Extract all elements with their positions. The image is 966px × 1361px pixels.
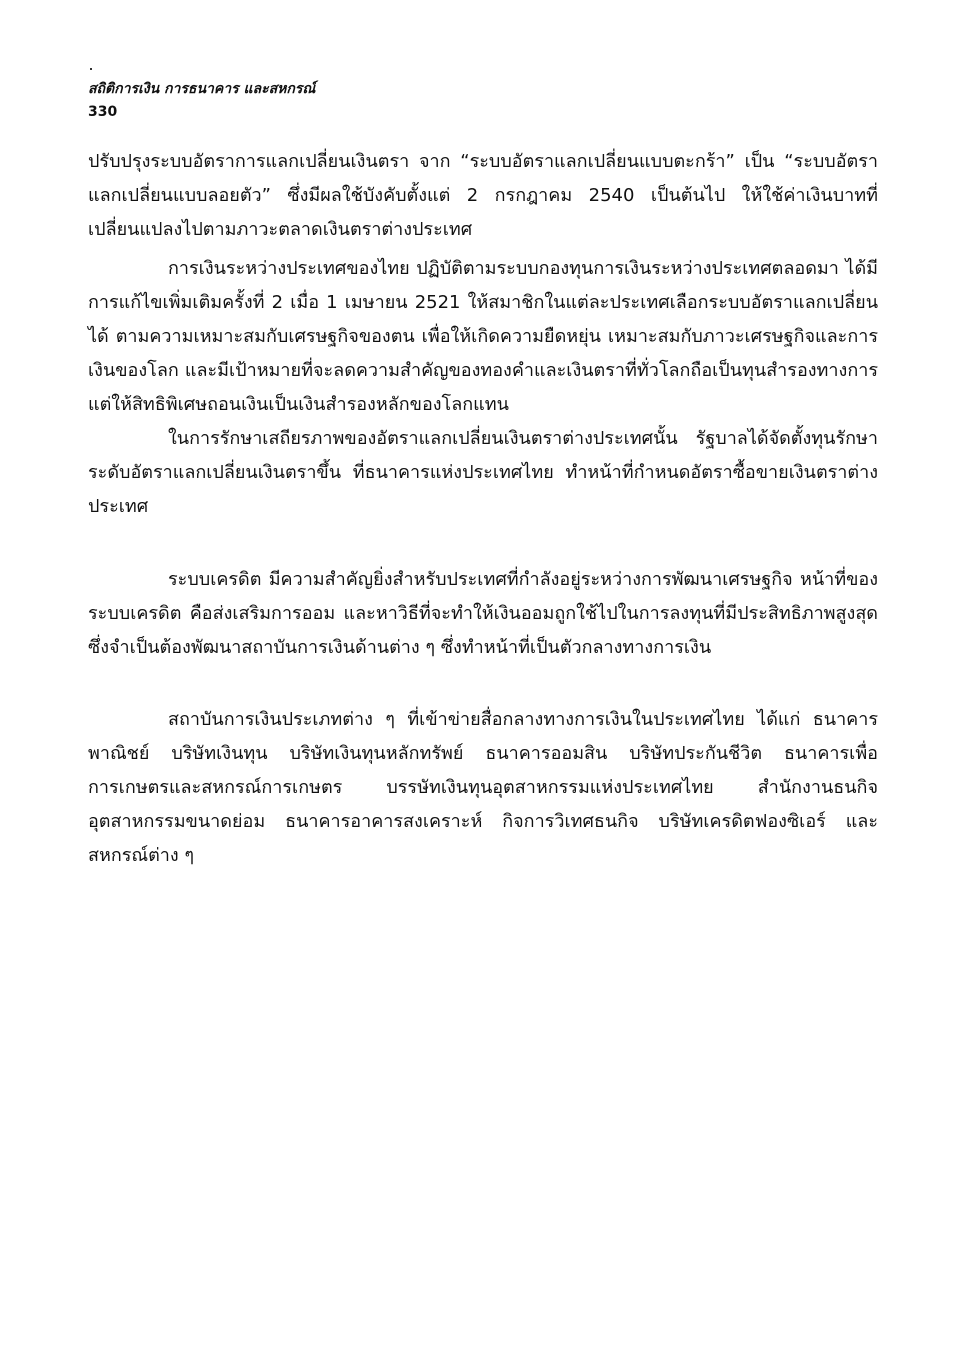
paragraph-exchange-rate-system: ปรับปรุงระบบอัตราการแลกเปลี่ยนเงินตรา จาก “ระบบอัตราแลกเปลี่ยนแบบตะกร้า” เป็น “ระบบอัตราแลกเปลี่ยนแบบลอยตัว” ซึ่งมีผลใช้บังคับตั้งแต่ 2 กรกฎาคม 2540 เป็นต้นไป ให้ใช้ค่าเงินบาทที่เปลี่ยนแปลงไปตามภาวะตลาดเงินตราต่างประเทศ: [88, 151, 878, 240]
paragraph-exchange-stabilization: ในการรักษาเสถียรภาพของอัตราแลกเปลี่ยนเงินตราต่างประเทศนั้น รัฐบาลได้จัดตั้งทุนรักษาระดับอัตราแลกเปลี่ยนเงินตราขึ้น ที่ธนาคารแห่งประเทศไทย ทำหน้าที่กำหนดอัตราซื้อขายเงินตราต่างประเทศ: [88, 428, 878, 517]
page-number: 330: [88, 104, 118, 120]
paragraph-financial-institutions: สถาบันการเงินประเภทต่าง ๆ ที่เข้าข่ายสื่อกลางทางการเงินในประเทศไทย ได้แก่ ธนาคารพาณิชย์ บริษัทเงินทุน บริษัทเงินทุนหลักทรัพย์ ธนาคารออมสิน บริษัทประกันชีวิต ธนาคารเพื่อการเกษตรและสหกรณ์การเกษตร บรรษัทเงินทุนอุตสาหกรรมแห่งประเทศไทย สำนักงานธนกิจอุตสาหกรรมขนาดย่อม ธนาคารอาคารสงเคราะห์ กิจการวิเทศธนกิจ บริษัทเครดิตฟองซิเอร์ และสหกรณ์ต่าง ๆ: [88, 709, 878, 866]
paragraph-international-finance: การเงินระหว่างประเทศของไทย ปฏิบัติตามระบบกองทุนการเงินระหว่างประเทศตลอดมา ได้มีการแก้ไขเพิ่มเติมครั้งที่ 2 เมื่อ 1 เมษายน 2521 ให้สมาชิกในแต่ละประเทศเลือกระบบอัตราแลกเปลี่ยนได้ ตามความเหมาะสมกับเศรษฐกิจของตน เพื่อให้เกิดความยืดหยุ่น เหมาะสมกับภาวะเศรษฐกิจและการเงินของโลก และมีเป้าหมายที่จะลดความสำคัญของทองคำและเงินตราที่ทั่วโลกถือเป็นทุนสำรองทางการ แต่ให้สิทธิพิเศษถอนเงินเป็นเงินสำรองหลักของโลกแทน: [88, 258, 878, 415]
header-mark: [90, 68, 92, 70]
paragraph-credit-system: ระบบเครดิต มีความสำคัญยิ่งสำหรับประเทศที่กำลังอยู่ระหว่างการพัฒนาเศรษฐกิจ หน้าที่ของระบบเครดิต คือส่งเสริมการออม และหาวิธีที่จะทำให้เงินออมถูกใช้ไปในการลงทุนที่มีประสิทธิภาพสูงสุดซึ่งจำเป็นต้องพัฒนาสถาบันการเงินด้านต่าง ๆ ซึ่งทำหน้าที่เป็นตัวกลางทางการเงิน: [88, 569, 878, 658]
running-header: สถิติการเงิน การธนาคาร และสหกรณ์: [88, 81, 316, 97]
